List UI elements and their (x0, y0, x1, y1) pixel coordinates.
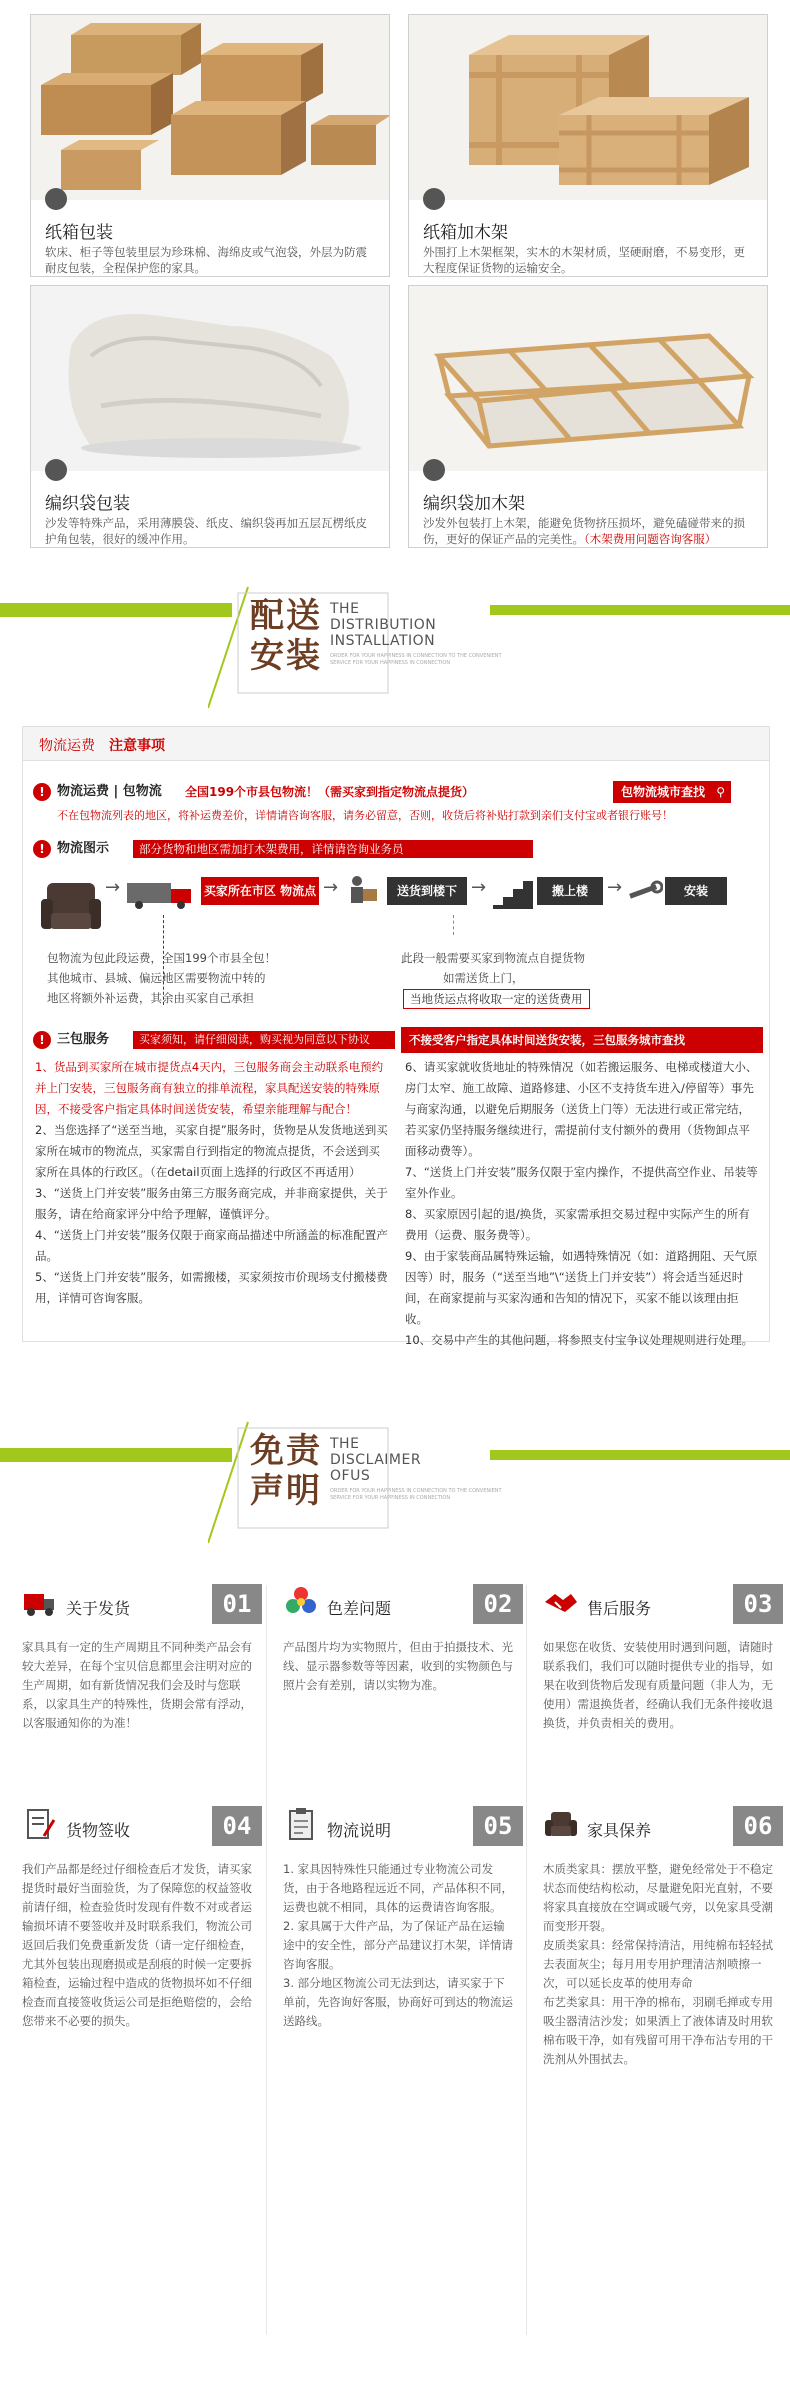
accent-bar-right (490, 1450, 790, 1460)
logistics-heading: 物流运费 (39, 738, 95, 754)
accent-bar-left (0, 603, 232, 617)
note-left-1: 包物流为包此段运费，全国199个市县全包！ (47, 951, 276, 965)
disclaimer-text: 如果您在收货、安装使用时遇到问题，请随时联系我们，我们可以随时提供专业的指导，如果在收到货物后发现有质量问题（非人为，无使用）需退换货者，经确认我们无条件接收退换货，并负责相关的费用。 (543, 1640, 773, 1730)
woven-wood-image (409, 286, 767, 471)
pack-desc (423, 515, 755, 547)
pack-title: 纸箱包装 (45, 223, 113, 243)
s1-highlight: 全国199个市县包物流！（需买家到指定物流点提货） (185, 785, 475, 799)
term-item: 10、交易中产生的其他问题，将参照支付宝争议处理规则进行处理。 (405, 1333, 754, 1347)
alert-icon: ! (33, 783, 51, 801)
distribution-en-3: INSTALLATION (330, 633, 436, 649)
pack-desc: 沙发等特殊产品，采用薄膜袋、纸皮、编织袋再加五层瓦楞纸皮护角包装，很好的缓冲作用。 (45, 516, 367, 546)
distribution-en-2: DISTRIBUTION (330, 617, 437, 633)
dashed-guide (453, 915, 454, 935)
flow-arrow: → (471, 877, 487, 898)
s3-sub: 买家须知，请仔细阅读，购买视为同意以下协议 (133, 1031, 395, 1049)
disclaimer-en-2: DISCLAIMER (330, 1452, 422, 1468)
flow-step-downstairs: 送货到楼下 (387, 877, 467, 905)
disclaimer-aftersales (543, 1584, 790, 1784)
term-item: 6、请买家就收货地址的特殊情况（如若搬运服务、电梯或楼道大小、房门太窄、施工故障、道路修建、小区不支持货车进入/停留等）事先与商家沟通，以避免后期服务（送货上门等）无法进行或正常完结，若买家仍坚持服务继续进行，需提前付支付额外的费用（货物卸点平面移动费等）。 (405, 1060, 758, 1158)
term-item: 5、“送货上门并安装”服务，如需搬楼，买家须按市价现场支付搬楼费用，详情可咨询客服。 (35, 1270, 388, 1305)
distribution-en-small: ORDER FOR YOUR HAPPINESS IN CONNECTION TO THE CONVENIENT SERVICE FOR YOUR HAPPINESS IN CONNECTION (330, 653, 502, 666)
badge-icon (45, 459, 67, 481)
disclaimer-title: 售后服务 (587, 1599, 652, 1618)
pack-desc: 外围打上木架框架，实木的木架材质，坚硬耐磨，不易变形，更大程度保证货物的运输安全。 (423, 245, 745, 275)
disclaimer-title: 物流说明 (327, 1821, 392, 1840)
note-right-3: 当地货运点将收取一定的送货费用 (403, 989, 590, 1009)
s1-line2: 不在包物流列表的地区，将补运费差价，详情请咨询客服，请务必留意，否则，收货后将补贴打款到亲们支付宝或者银行账号！ (57, 809, 673, 822)
note-left-2: 其他城市、县城、偏远地区需要物流中转的 (47, 971, 266, 985)
pack-desc-text: 沙发外包装打上木架，能避免货物挤压损坏，避免磕碰带来的损伤，更好的保证产品的完美性。 (423, 516, 745, 546)
carton-boxes-image (31, 15, 389, 200)
pack-card-woven-wood (408, 285, 768, 548)
terms-right (405, 1057, 759, 1351)
color-wheel-icon (283, 1584, 319, 1620)
disclaimer-text: 家具具有一定的生产周期且不同种类产品会有较大差异，在每个宝贝信息都里会注明对应的生产周期，如有新货情况我们会及时与您联系，以家具生产的特殊性，货期会常有浮动，以客服通知你的为准！ (22, 1640, 252, 1730)
disclaimer-title-2: 声明 (250, 1471, 322, 1511)
clipboard-icon (283, 1806, 319, 1842)
sofa-icon (41, 873, 101, 943)
accent-bar-right (490, 605, 790, 615)
note-right-1: 此段一般需要买家到物流点自提货物 (401, 951, 585, 965)
pack-card-carton (30, 14, 390, 277)
term-item: 3、“送货上门并安装”服务由第三方服务商完成，并非商家提供，关于服务，请在给商家评分中给予理解，谨慎评分。 (35, 1186, 388, 1221)
terms-left (35, 1057, 389, 1309)
badge-icon (45, 188, 67, 210)
accent-bar-left (0, 1448, 232, 1462)
term-item: 8、买家原因引起的退/换货，买家需承担交易过程中实际产生的所有费用（运费、服务费等）。 (405, 1207, 750, 1242)
service-city-search-label: 不接受客户指定具体时间送货安装，三包服务城市查找 (409, 1033, 685, 1047)
distribution-title-2: 安装 (250, 636, 322, 676)
badge-icon (423, 459, 445, 481)
flow-arrow: → (105, 877, 121, 898)
s3-title: 三包服务 (57, 1032, 110, 1047)
disclaimer-color (283, 1584, 533, 1784)
term-item: 9、由于家装商品属特殊运输，如遇特殊情况（如：道路拥阻、天气原因等）时，服务（“送至当地”\“送货上门并安装”）将会适当延迟时间，在商家提前与买家沟通和告知的情况下，买家不能以该理由拒收。 (405, 1249, 758, 1326)
disclaimer-text: 木质类家具：摆放平整，避免经常处于不稳定状态而使结构松动，尽量避免阳光直射，不要将家具直接放在空调或暖气旁，以免家具受潮而变形开裂。 皮质类家具：经常保持清洁，用纯棉布轻轻拭去表面灰尘；每月用专用护理清洁剂喷擦一次，可以延长皮革的使用寿命 布艺类家具：用干净的棉布，羽刷毛掸或专用吸尘器清洁沙发；如果洒上了液体请及时用软棉布吸干净，如有残留可用干净布沾专用的干洗剂从外围拭去。 (543, 1862, 773, 2066)
truck-icon (22, 1584, 58, 1620)
logistics-city-search-label: 包物流城市查找 (621, 785, 706, 799)
distribution-title-1: 配送 (250, 596, 322, 636)
disclaimer-text: 1. 家具因特殊性只能通过专业物流公司发货，由于各地路程远近不同，产品体积不同，运费也就不相同，具体的运费请咨询客服。 2. 家具属于大件产品，为了保证产品在运输途中的安全性，部分产品建议打木架，详情请咨询客服。 3. 部分地区物流公司无法到达，请买家于下单前，先咨询好客服，协商好可到达的物流运送路线。 (283, 1862, 513, 2028)
disclaimer-title: 货物签收 (66, 1821, 131, 1840)
term-item: 4、“送货上门并安装”服务仅限于商家商品描述中所涵盖的标准配置产品。 (35, 1228, 388, 1263)
armchair-icon (543, 1806, 579, 1842)
pack-card-wood-frame (408, 14, 768, 277)
sign-document-icon (22, 1806, 58, 1842)
alert-icon: ! (33, 1031, 51, 1049)
disclaimer-title: 家具保养 (587, 1821, 652, 1840)
stairs-icon (493, 875, 533, 909)
pack-title: 编织袋包装 (45, 494, 130, 514)
disclaimer-title: 关于发货 (66, 1599, 131, 1618)
distribution-header (0, 565, 790, 715)
service-city-search-button[interactable] (401, 1027, 763, 1053)
alert-icon: ! (33, 840, 51, 858)
disclaimer-number: 03 (733, 1584, 783, 1624)
distribution-en-1: THE (330, 601, 360, 617)
term-item: 7、“送货上门并安装”服务仅限于室内操作，不提供高空作业、吊装等室外作业。 (405, 1165, 758, 1200)
disclaimer-header (0, 1390, 790, 1540)
badge-icon (423, 188, 445, 210)
s2-sub: 部分货物和地区需加打木架费用，详情请咨询业务员 (133, 840, 533, 858)
disclaimer-text: 我们产品都是经过仔细检查后才发货，请买家提货时最好当面验货，为了保障您的权益签收前请仔细，检查验货时发现有件数不对或者运输损坏请不要签收并及时联系我们，物流公司返回后我们免费重新发货（请一定仔细检查，尤其外包装出现磨损或是刮痕的时候一定要拆箱检查，运输过程中造成的货物损坏如不仔细检查而直接签收货运公司是拒绝赔偿的，会给您带来不必要的损失。 (22, 1862, 252, 2028)
disclaimer-number: 01 (212, 1584, 262, 1624)
disclaimer-en-1: THE (330, 1436, 360, 1452)
logistics-heading-2: 注意事项 (109, 738, 165, 754)
disclaimer-number: 04 (212, 1806, 262, 1846)
disclaimer-title: 色差问题 (327, 1599, 392, 1618)
disclaimer-number: 05 (473, 1806, 523, 1846)
disclaimer-en-small: ORDER FOR YOUR HAPPINESS IN CONNECTION TO THE CONVENIENT SERVICE FOR YOUR HAPPINESS IN CONNECTION (330, 1488, 502, 1501)
truck-icon (127, 879, 197, 909)
pack-desc: 软床、柜子等包装里层为珍珠棉、海绵皮或气泡袋，外层为防震耐皮包装，全程保护您的家具。 (45, 245, 367, 275)
note-right-2: 如需送货上门， (443, 971, 524, 985)
pack-title: 纸箱加木架 (423, 223, 508, 243)
handshake-icon (543, 1584, 579, 1620)
logistics-panel (22, 726, 770, 1347)
flow-step-install: 安装 (665, 877, 727, 905)
logistics-heading-bar (23, 727, 769, 761)
disclaimer-maintenance (543, 1806, 790, 2226)
disclaimer-text: 产品图片均为实物照片，但由于拍摄技术、光线、显示器参数等等因素，收到的实物颜色与照片会有差别，请以实物为准。 (283, 1640, 513, 1692)
term-item: 2、当您选择了“送至当地，买家自提”服务时，货物是从发货地送到买家所在城市的物流点，买家需自行到指定的物流点提货，不会送到买家所在具体的行政区。（在detail页面上选择的行政区不再适用） (35, 1123, 388, 1179)
term-item: 1、货品到买家所在城市提货点4天内，三包服务商会主动联系电预约并上门安装，三包服务商有独立的排单流程，家具配送安装的特殊原因，不接受客户指定具体时间送货安装，希望亲能理解与配合！ (35, 1060, 384, 1116)
disclaimer-logistics (283, 1806, 533, 2126)
wood-fee-note-link[interactable]: （木架费用问题咨询客服） (584, 532, 717, 546)
note-left-3: 地区将额外补运费，其余由买家自己承担 (47, 991, 254, 1005)
woven-bag-image (31, 286, 389, 471)
flow-step-pickup-point: 买家所在市区 物流点 (201, 877, 319, 905)
disclaimer-title-1: 免责 (250, 1431, 322, 1471)
flow-arrow: → (607, 877, 623, 898)
s2-title: 物流图示 (57, 841, 110, 856)
disclaimer-en-3: OFUS (330, 1468, 371, 1484)
disclaimer-number: 06 (733, 1806, 783, 1846)
flow-step-upstairs: 搬上楼 (537, 877, 603, 905)
pack-title: 编织袋加木架 (423, 494, 525, 514)
flow-arrow: → (323, 877, 339, 898)
wood-frame-image (409, 15, 767, 200)
s1-title: 物流运费 | 包物流 (57, 784, 162, 799)
tools-icon (627, 879, 663, 905)
search-icon: ⚲ (716, 785, 725, 799)
logistics-city-search-button[interactable] (613, 781, 731, 803)
disclaimer-shipping (22, 1584, 272, 1784)
worker-icon (341, 875, 381, 909)
disclaimer-receipt (22, 1806, 272, 2126)
disclaimer-number: 02 (473, 1584, 523, 1624)
pack-card-woven-bag (30, 285, 390, 548)
